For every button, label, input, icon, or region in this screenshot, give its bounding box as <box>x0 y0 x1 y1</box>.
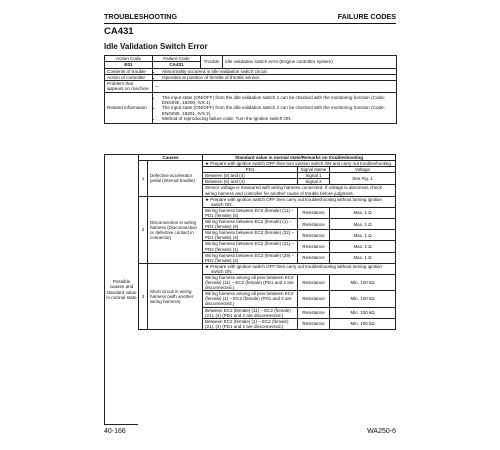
standard-header: Standard value in normal state/Remarks on troubleshooting <box>203 155 396 161</box>
measure-kind: Resistance <box>298 291 330 307</box>
cause-number: 2 <box>139 196 148 263</box>
prep-text: Prepare with ignition switch OFF then carry out troubleshooting without turning ignition switch ON. <box>210 196 382 207</box>
harness-check: Wiring harness between EC2 (female) (21) – PD2 (female) (1) <box>203 241 298 252</box>
action-label: Action of controller <box>105 74 153 80</box>
cause-text: Disconnection in wiring harness (Disconnection or defective contact in connector) <box>148 196 203 263</box>
voltage-ref: See Fig. 1 <box>330 173 396 185</box>
standard-value: Min. 100 kΩ <box>330 318 396 329</box>
problem-text: — <box>153 81 397 93</box>
standard-value: Max. 1 Ω <box>330 241 396 252</box>
trouble-label: Trouble <box>201 56 223 69</box>
harness-check: Wiring harness between EC2 (female) (1) – PD1 (female) (6) <box>203 219 298 230</box>
measure-kind: Resistance <box>298 219 330 230</box>
causes-side-label: Possible causes and standard value in normal state <box>104 154 138 425</box>
harness-check: Wiring harness between EC2 (female) (29) – PD2 (female) (2) <box>203 252 298 263</box>
header-chapter: FAILURE CODES <box>337 12 396 21</box>
measure-kind: Resistance <box>298 274 330 290</box>
failure-info-table <box>104 55 397 124</box>
measure-kind: Resistance <box>298 230 330 241</box>
harness-check: Wiring harness between EC2 (female) (11) – PD1 (female) (5) <box>203 207 298 218</box>
prep-text: Prepare with ignition switch OFF then carry out troubleshooting without turning ignition switch ON. <box>210 263 382 274</box>
signal-name: Signal 2 <box>298 179 330 185</box>
contents-text: • Abnormality occurred in idle validation switch circuit. <box>162 69 394 74</box>
action-code-value: E01 <box>105 62 153 68</box>
problem-label: Problem that appears on machine <box>105 81 153 93</box>
related-label: Related information <box>105 92 153 123</box>
standard-value: Min. 100 kΩ <box>330 291 396 307</box>
standard-value: Max. 1 Ω <box>330 219 396 230</box>
measure-kind: Resistance <box>298 318 330 329</box>
harness-check: Wiring harness between EC2 (female) (32) – PD1 (female) (4) <box>203 230 298 241</box>
action-text: • Operates at position of throttle of throttle sensor. <box>162 75 394 80</box>
harness-check: Wiring harness among all pins between EC2 (female) (1) – EC2 (female) (PD1 and 2 are disconnected.) <box>203 291 298 307</box>
cause-text: Short circuit in wiring harness (with another wiring harness) <box>148 263 203 329</box>
standard-value: Max. 1 Ω <box>330 252 396 263</box>
failure-code-label: Failure Code <box>153 56 201 62</box>
page-title: Idle Validation Switch Error <box>104 42 208 51</box>
related-item: • The input state (ON/OFF) from the idle validation switch 1 can be checked with the monitoring function (Code: ENGINE, 18300, IVS 1). <box>162 95 394 106</box>
model-name: WA250-6 <box>367 428 396 435</box>
measure-kind: Resistance <box>298 307 330 318</box>
header-section: TROUBLESHOOTING <box>104 12 178 21</box>
cause-number: 3 <box>139 263 148 329</box>
signal-header: Signal Name <box>298 167 330 173</box>
page-number: 40-166 <box>104 428 126 435</box>
action-code-label: Action Code <box>105 56 153 62</box>
causes-header: Causes <box>139 155 203 161</box>
related-item: • The input state (ON/OFF) from the idle validation switch 2 can be checked with the monitoring function (Code: ENGINE, 18301, IVS 2). <box>162 105 394 116</box>
prep-text: Prepare with ignition switch OFF then turn ignition switch ON and carry out troubleshooting. <box>210 161 393 167</box>
standard-value: Min. 100 kΩ <box>330 307 396 318</box>
measure-point: Between (6) and (4) <box>203 179 298 185</box>
cause-text: Defective accelerator pedal (internal trouble) <box>148 161 203 197</box>
trouble-text: Idle validation switch error (Engine controller system) <box>223 56 397 69</box>
measure-kind: Resistance <box>298 207 330 218</box>
connector-header: PD1 <box>203 167 298 173</box>
voltage-header: Voltage <box>330 167 396 173</box>
causes-table: Causes Standard value in normal state/Remarks on troubleshooting 1 Defective accelerator pedal (internal trouble) ★ Prepare with ignition switch OFF then turn ignition switch ON and carry out troubleshooting. PD1 Signal Name Voltage Between (5) and (4) Signal 1 See Fig. 1 Between (6) and (4) Signal 2 Sensor voltage is measured with wiring harness connected. If voltage is abnormal, check wiring harness and controller for another cause of trouble before judgment. 2 Disconnection in wiring harness (Disconnection or defective contact in connector) ★ Prepare with ignition switch OFF then carry out troubleshooting without turning ignition switch ON. Wiring harness between EC2 (female) (11) – PD1 (female) (5) Resistance Max. 1 Ω Wiring harness between EC2 (female) (1) – PD1 (female) (6) Resistance Max. 1 Ω Wiring harness between EC2 (female) (32) – PD1 (female) (4) Resistance Max. 1 Ω Wiring harness between EC2 (female) (21) – PD2 (female) (1) Resistance Max. 1 Ω Wiring harness between EC2 (female) (29) – PD2 (female) (2) Resistance Max. 1 Ω 3 Short circuit in wiring harness (with another wiring harness) ★ Prepare with ignition switch OFF then carry out troubleshooting without turning ignition switch ON. Wiring harness among all pins between EC2 (female) (11) – EC2 (female) (PD1 and 2 are disconnected.) Resistance Min. 100 kΩ Wiring harness among all pins between EC2 (female) (1) – EC2 (female) (PD1 and 2 are disconnected.) Resistance Min. 100 kΩ Between EC2 (female) (11) – EC2 (female) (21), (4) (PD1 and 2 are disconnected.) Resistance Min. 100 kΩ Between EC2 (female) (1) – EC2 (female) (21), (4) (PD1 and 2 are disconnected.) Resistance Min. 100 kΩ <box>138 154 396 330</box>
standard-value: Min. 100 kΩ <box>330 274 396 290</box>
measure-kind: Resistance <box>298 241 330 252</box>
failure-code-heading: CA431 <box>104 26 134 37</box>
sensor-note: Sensor voltage is measured with wiring harness connected. If voltage is abnormal, check wiring harness and controller for another cause of trouble before judgment. <box>203 185 396 196</box>
standard-value: Max. 1 Ω <box>330 230 396 241</box>
standard-value: Max. 1 Ω <box>330 207 396 218</box>
measure-point: Between (5) and (4) <box>203 173 298 179</box>
contents-label: Contents of trouble <box>105 68 153 74</box>
harness-check: Wiring harness among all pins between EC2 (female) (11) – EC2 (female) (PD1 and 2 are disconnected.) <box>203 274 298 290</box>
cause-number: 1 <box>139 161 148 197</box>
signal-name: Signal 1 <box>298 173 330 179</box>
harness-check: Between EC2 (female) (11) – EC2 (female) (21), (4) (PD1 and 2 are disconnected.) <box>203 307 298 318</box>
harness-check: Between EC2 (female) (1) – EC2 (female) (21), (4) (PD1 and 2 are disconnected.) <box>203 318 298 329</box>
measure-kind: Resistance <box>298 252 330 263</box>
running-header <box>104 11 396 24</box>
related-item: • Method of reproducing failure code: Turn the ignition switch ON. <box>162 116 394 121</box>
failure-code-value: CA431 <box>153 62 201 68</box>
